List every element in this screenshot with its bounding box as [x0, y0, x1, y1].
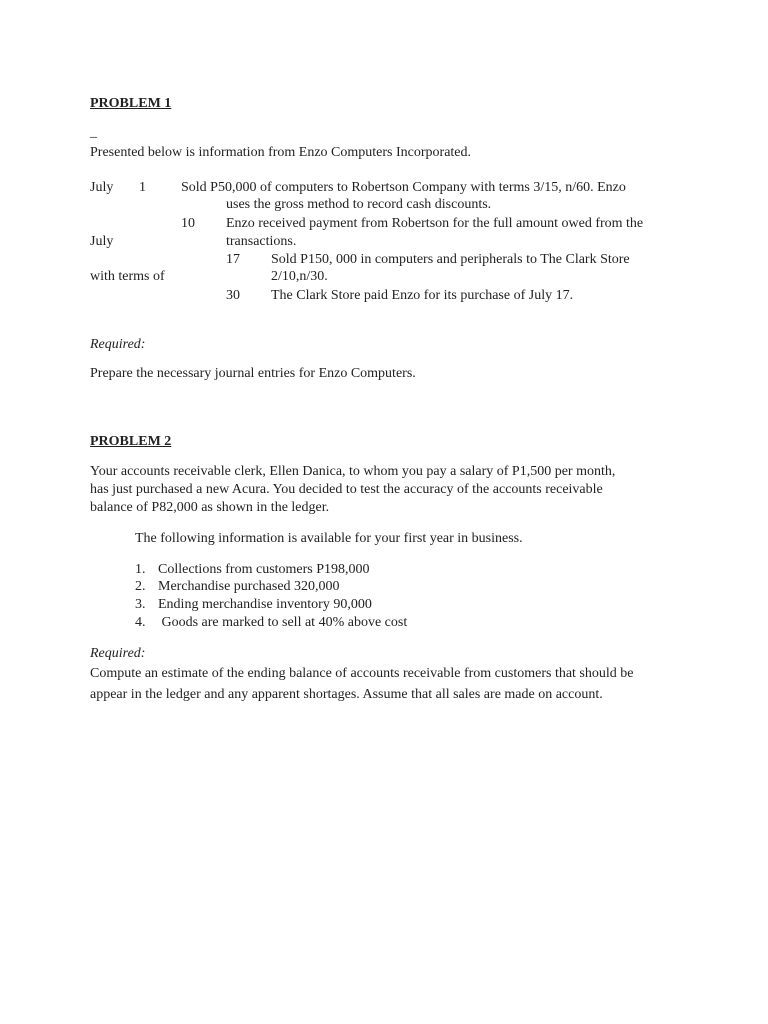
problem1-required-text: Prepare the necessary journal entries for Enzo Computers.: [90, 366, 416, 381]
problem2-required-line1: Compute an estimate of the ending balance of accounts receivable from customers that should be: [90, 666, 634, 681]
list-item-text: Collections from customers P198,000: [158, 562, 370, 577]
problem1-intro: Presented below is information from Enzo Computers Incorporated.: [90, 145, 472, 160]
problem2-required-label: Required:: [90, 646, 146, 661]
row4-day: 30: [226, 288, 240, 303]
problem2-para-line1: Your accounts receivable clerk, Ellen Danica, to whom you pay a salary of P1,500 per month,: [90, 464, 616, 479]
problem2-required-line2: appear in the ledger and any apparent shortages. Assume that all sales are made on account.: [90, 687, 603, 702]
problem2-info-line: The following information is available for your first year in business.: [135, 531, 523, 546]
list-item-number: 3.: [135, 597, 146, 612]
list-item-text: Ending merchandise inventory 90,000: [158, 597, 372, 612]
list-item-number: 4.: [135, 615, 146, 630]
problem1-heading: PROBLEM 1: [90, 96, 172, 111]
row2-day: 10: [181, 216, 195, 231]
list-item-number: 2.: [135, 579, 146, 594]
problem2-para-line3: balance of P82,000 as shown in the ledger.: [90, 500, 330, 515]
row3-line1: Sold P150, 000 in computers and peripherals to The Clark Store: [271, 252, 630, 267]
row3-line2: 2/10,n/30.: [271, 269, 328, 284]
problem2-para-line2: has just purchased a new Acura. You decided to test the accuracy of the accounts receivable: [90, 482, 603, 497]
list-item-number: 1.: [135, 562, 146, 577]
list-item-text: Goods are marked to sell at 40% above cost: [158, 615, 408, 630]
problem1-required-label: Required:: [90, 337, 146, 352]
row1-month: July: [90, 180, 114, 195]
row2-month: July: [90, 234, 114, 249]
row4-line1: The Clark Store paid Enzo for its purchase of July 17.: [271, 288, 574, 303]
row1-day: 1: [139, 180, 146, 195]
list-item-text: Merchandise purchased 320,000: [158, 579, 340, 594]
problem2-heading: PROBLEM 2: [90, 434, 172, 449]
row1-line2: uses the gross method to record cash discounts.: [226, 197, 492, 212]
row3-prefix: with terms of: [90, 269, 165, 284]
row2-line1: Enzo received payment from Robertson for the full amount owed from the: [226, 216, 644, 231]
stray-mark: _: [90, 125, 97, 140]
row1-line1: Sold P50,000 of computers to Robertson Company with terms 3/15, n/60. Enzo: [181, 180, 626, 195]
row3-day: 17: [226, 252, 240, 267]
row2-line2: transactions.: [226, 234, 297, 249]
